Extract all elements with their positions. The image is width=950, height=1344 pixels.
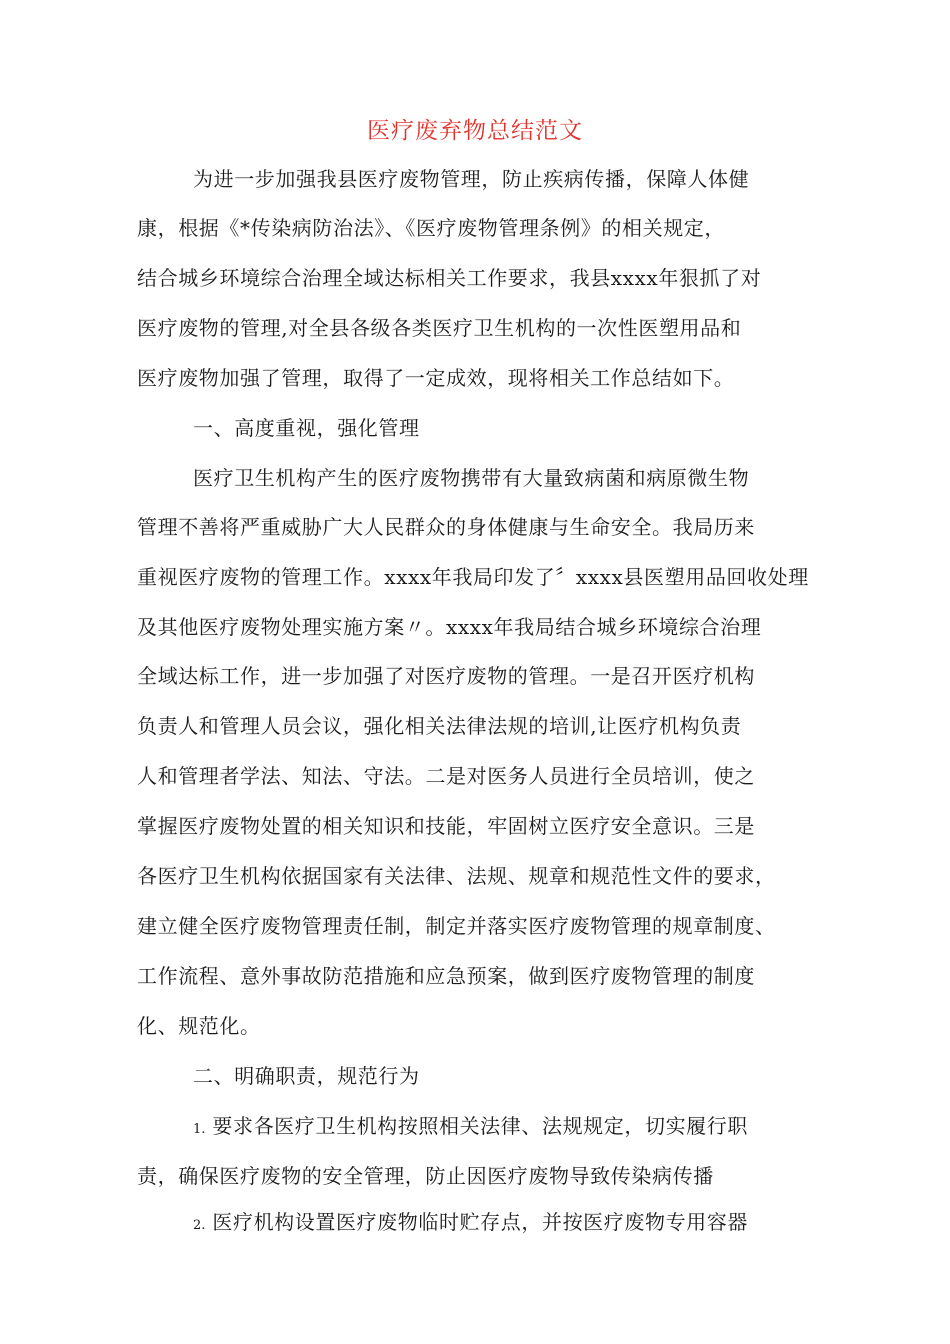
paragraph-line: 重视医疗废物的管理工作。xxxx年我局印发了〞xxxx县医塑用品回收处理 [137,565,809,589]
paragraph-line: 为进一步加强我县医疗废物管理，防止疾病传播，保障人体健 [193,167,750,191]
paragraph-line: 人和管理者学法、知法、守法。二是对医务人员进行全员培训，使之 [137,764,755,788]
paragraph-line: 全域达标工作，进一步加强了对医疗废物的管理。一是召开医疗机构 [137,664,755,688]
paragraph-line: 各医疗卫生机构依据国家有关法律、法规、规章和规范性文件的要求， [137,864,776,888]
section-heading: 二、明确职责，规范行为 [193,1064,420,1088]
list-number: 1. [193,1122,206,1137]
paragraph-line: 掌握医疗废物处置的相关知识和技能，牢固树立医疗安全意识。三是 [137,814,755,838]
paragraph-line: 工作流程、意外事故防范措施和应急预案，做到医疗废物管理的制度 [137,964,755,988]
paragraph-line: 康，根据《*传染病防治法》、《医疗废物管理条例》的相关规定， [137,216,725,240]
list-item [193,1110,748,1139]
paragraph-line: 结合城乡环境综合治理全域达标相关工作要求，我县xxxx年狠抓了对 [137,266,762,290]
document-title: 医疗废弃物总结范文 [367,118,583,144]
paragraph-line: 建立健全医疗废物管理责任制，制定并落实医疗废物管理的规章制度、 [137,914,776,938]
paragraph-line: 责，确保医疗废物的安全管理，防止因医疗废物导致传染病传播 [137,1164,714,1188]
list-item-text: 要求各医疗卫生机构按照相关法律、法规规定，切实履行职 [212,1114,748,1138]
list-item [193,1206,748,1235]
paragraph-line: 医疗废物的管理,对全县各级各类医疗卫生机构的一次性医塑用品和 [137,316,742,340]
paragraph-line: 负责人和管理人员会议，强化相关法律法规的培训,让医疗机构负责 [137,714,742,738]
paragraph-line: 医疗废物加强了管理，取得了一定成效，现将相关工作总结如下。 [137,366,735,390]
paragraph-line: 管理不善将严重威胁广大人民群众的身体健康与生命安全。我局历来 [137,515,755,539]
list-item-text: 医疗机构设置医疗废物临时贮存点，并按医疗废物专用容器 [212,1210,748,1234]
paragraph-line: 化、规范化。 [137,1014,261,1038]
paragraph-line: 及其他医疗废物处理实施方案〃。xxxx年我局结合城乡环境综合治理 [137,615,762,639]
section-heading: 一、高度重视，强化管理 [193,416,420,440]
paragraph-line: 医疗卫生机构产生的医疗废物携带有大量致病菌和病原微生物 [193,466,750,490]
list-number: 2. [193,1218,206,1233]
